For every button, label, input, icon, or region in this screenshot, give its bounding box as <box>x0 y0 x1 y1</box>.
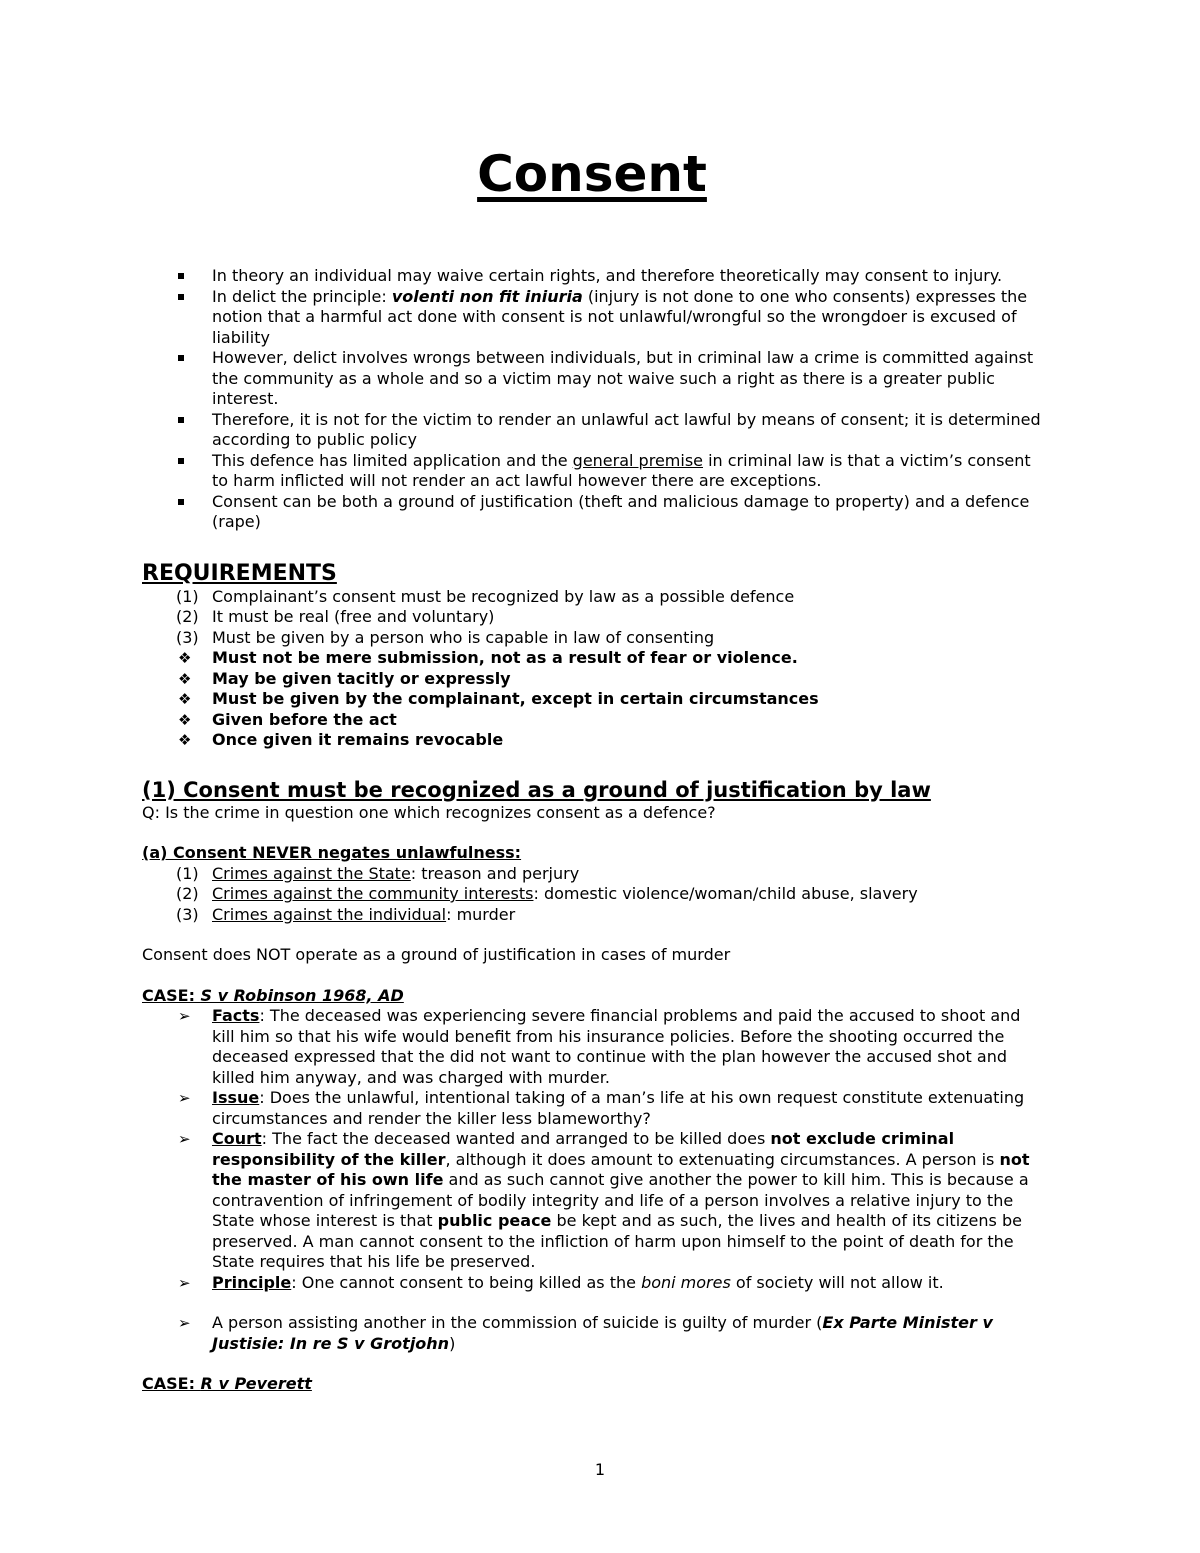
item-number: (2) <box>176 607 199 626</box>
item-text: Complainant’s consent must be recognized by law as a possible defence <box>212 586 795 606</box>
bullet-text: In delict the principle: <box>212 286 392 306</box>
case-court <box>142 1129 1042 1273</box>
point-emphasis: not exclude criminal responsibility of the killer <box>212 1129 955 1169</box>
item-text: Once given it remains revocable <box>212 730 504 749</box>
item-text: Must not be mere submission, not as a result of fear or violence. <box>212 648 798 667</box>
crime-examples: : treason and perjury <box>410 863 580 883</box>
crime-examples: : murder <box>446 904 516 924</box>
point-label: Issue <box>212 1088 260 1107</box>
arrow-bullet-icon: ➢ <box>178 1007 191 1025</box>
item-number: (3) <box>176 627 199 647</box>
point-text: of society will not allow it. <box>730 1272 944 1292</box>
section1-heading: (1) Consent must be recognized as a ground of justification by law <box>142 777 931 802</box>
requirements-diamond-list <box>142 648 1042 751</box>
bullet-text: (injury is not done to one who consents) expresses the notion that a harmful act done with consent is not unlawful/wrongful so the wrongdoer is excused of liability <box>212 286 1028 347</box>
arrow-bullet-icon: ➢ <box>178 1089 191 1107</box>
murder-note: Consent does NOT operate as a ground of justification in cases of murder <box>142 945 731 964</box>
point-text: be kept and as such, the lives and health of its citizens be preserved. A man cannot consent to the infliction of harm upon himself to the point of death for the State requires that his life be preserved. <box>212 1211 1022 1271</box>
point-text: : Does the unlawful, intentional taking of a man’s life at his own request constitute extenuating circumstances and render the killer less blameworthy? <box>212 1088 1025 1128</box>
point-emphasis: not the master of his own life <box>212 1149 1030 1189</box>
latin-term: boni mores <box>641 1272 731 1292</box>
bullet-text: in criminal law is that a victim’s consent to harm inflicted will not render an act lawful however there are exceptions. <box>212 450 1031 490</box>
point-text: ) <box>449 1333 456 1353</box>
bullet-text: This defence has limited application and the <box>212 450 573 470</box>
diamond-bullet-icon: ❖ <box>178 731 192 749</box>
crime-examples: : domestic violence/woman/child abuse, slavery <box>533 884 918 903</box>
requirements-heading: REQUIREMENTS <box>142 560 337 586</box>
case1-extra-points <box>142 1313 1042 1354</box>
point-text: A person assisting another in the commission of suicide is guilty of murder ( <box>212 1313 823 1332</box>
point-emphasis: public peace <box>437 1211 552 1230</box>
intro-bullet <box>142 451 1042 492</box>
page-number: 1 <box>594 1460 606 1479</box>
item-number: (1) <box>176 586 199 606</box>
intro-bullet <box>142 266 1042 287</box>
point-text: : One cannot consent to being killed as the <box>291 1272 642 1292</box>
crime-item <box>142 864 1042 885</box>
bullet-text: In theory an individual may waive certain rights, and therefore theoretically may consent to injury. <box>212 266 1003 285</box>
arrow-bullet-icon: ➢ <box>178 1130 191 1148</box>
case-issue <box>142 1088 1042 1129</box>
intro-bullet <box>142 410 1042 451</box>
requirement-bold-item <box>142 648 1042 669</box>
requirement-bold-item <box>142 669 1042 690</box>
item-number: (3) <box>176 904 199 924</box>
case-label: CASE: <box>142 985 201 1005</box>
point-text: : The fact the deceased wanted and arranged to be killed does <box>261 1129 771 1148</box>
spacer <box>142 1293 1042 1313</box>
case1-points <box>142 1006 1042 1293</box>
requirement-item <box>142 587 1042 608</box>
diamond-bullet-icon: ❖ <box>178 669 192 688</box>
bullet-text: Therefore, it is not for the victim to render an unlawful act lawful by means of consent; it is determined according to public policy <box>212 409 1041 449</box>
arrow-bullet-icon: ➢ <box>178 1314 191 1332</box>
page-content <box>142 142 1042 1395</box>
intro-bullet-list <box>142 266 1042 533</box>
diamond-bullet-icon: ❖ <box>178 690 192 708</box>
item-text: Given before the act <box>212 709 397 729</box>
case-facts <box>142 1006 1042 1088</box>
crime-category: Crimes against the State <box>212 863 411 883</box>
latin-term: volenti non fit iniuria <box>391 286 583 306</box>
case-principle <box>142 1273 1042 1294</box>
point-text: and as such cannot give another the power to kill him. This is because a contravention of infringement of bodily integrity and life of a person involves a relative injury to the State whose interest is that <box>212 1170 1029 1230</box>
requirement-bold-item <box>142 710 1042 731</box>
requirement-item <box>142 628 1042 649</box>
requirement-bold-item <box>142 730 1042 751</box>
section1-question: Q: Is the crime in question one which recognizes consent as a defence? <box>142 802 716 822</box>
diamond-bullet-icon: ❖ <box>178 649 192 667</box>
case-label: CASE: <box>142 1374 201 1393</box>
underlined-term: general premise <box>572 450 703 470</box>
crime-item <box>142 884 1042 905</box>
crime-item <box>142 905 1042 926</box>
item-number: (1) <box>176 863 199 883</box>
crime-category: Crimes against the individual <box>212 904 447 924</box>
case-heading <box>142 1374 1042 1395</box>
point-label: Principle <box>212 1272 292 1292</box>
point-label: Court <box>212 1129 262 1148</box>
case-citation: Ex Parte Minister v Justisie: In re S v Grotjohn <box>212 1313 993 1353</box>
point-text: , although it does amount to extenuating circumstances. A person is <box>445 1149 1000 1169</box>
crime-category: Crimes against the community interests <box>212 884 534 903</box>
section1-subheading: (a) Consent NEVER negates unlawfulness: <box>142 843 522 862</box>
arrow-bullet-icon: ➢ <box>178 1273 191 1292</box>
requirement-bold-item <box>142 689 1042 710</box>
bullet-text: Consent can be both a ground of justification (theft and malicious damage to property) and a defence (rape) <box>212 491 1030 531</box>
item-text: Must be given by a person who is capable in law of consenting <box>212 627 715 647</box>
requirement-item <box>142 607 1042 628</box>
intro-bullet <box>142 348 1042 410</box>
crimes-list <box>142 864 1042 926</box>
case-name: S v Robinson 1968, AD <box>200 985 404 1005</box>
item-text: May be given tacitly or expressly <box>212 668 511 688</box>
case-heading <box>142 986 1042 1007</box>
diamond-bullet-icon: ❖ <box>178 710 192 729</box>
intro-bullet <box>142 287 1042 349</box>
case-assist-note <box>142 1313 1042 1354</box>
intro-bullet <box>142 492 1042 533</box>
item-text: It must be real (free and voluntary) <box>212 607 495 626</box>
item-number: (2) <box>176 884 199 903</box>
case-name: R v Peverett <box>200 1374 312 1393</box>
point-text: : The deceased was experiencing severe financial problems and paid the accused to shoot and kill him so that his wife would benefit from his insurance policies. Before the shooting occurred the deceased expressed that the did not want to continue with the plan however the accused shot and killed him anyway, and was charged with murder. <box>212 1006 1021 1087</box>
bullet-text: However, delict involves wrongs between individuals, but in criminal law a crime is committed against the community as a whole and so a victim may not waive such a right as there is a greater public interest. <box>212 348 1034 408</box>
item-text: Must be given by the complainant, except in certain circumstances <box>212 689 819 708</box>
point-label: Facts <box>212 1006 260 1025</box>
requirements-numbered-list <box>142 587 1042 649</box>
page-title: Consent <box>477 145 707 203</box>
